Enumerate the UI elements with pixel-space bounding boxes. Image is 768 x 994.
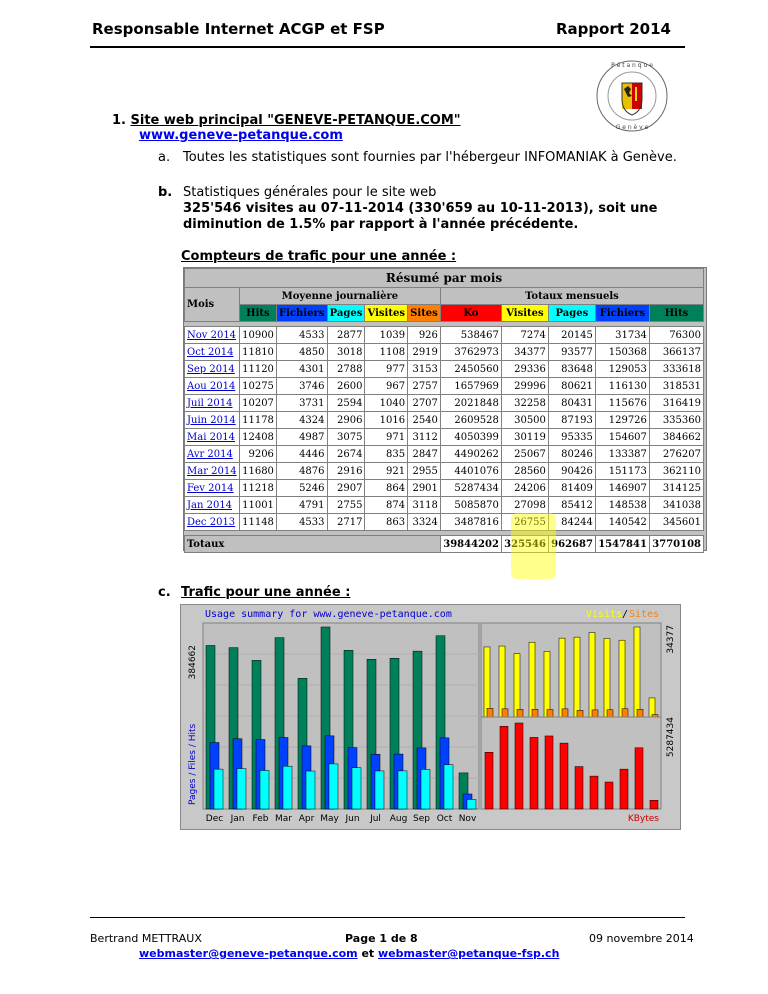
month-link[interactable]: Dec 2013	[185, 514, 240, 531]
table-cell: 3118	[408, 497, 441, 514]
table-cell: 154607	[595, 429, 649, 446]
table-cell: 140542	[595, 514, 649, 531]
bar-sites	[517, 709, 523, 717]
total-cell: 962687	[548, 536, 595, 553]
footer-rule	[90, 917, 685, 918]
table-cell: 11218	[239, 480, 276, 497]
bar-kbytes	[620, 769, 628, 809]
bar-visits	[574, 637, 580, 717]
table-cell: 85412	[548, 497, 595, 514]
bar-kbytes	[560, 743, 568, 809]
table-cell: 84244	[548, 514, 595, 531]
table-cell: 129726	[595, 412, 649, 429]
item-a-text: Toutes les statistiques sont fournies par l'hébergeur INFOMANIAK à Genève.	[183, 150, 677, 165]
table-cell: 4791	[276, 497, 327, 514]
geneve-petanque-logo	[595, 59, 669, 133]
left-ymax-label: 384662	[188, 645, 198, 680]
table-cell: 4301	[276, 361, 327, 378]
item-c-label: c.	[158, 585, 171, 600]
table-cell: 4533	[276, 327, 327, 344]
table-cell: 2901	[408, 480, 441, 497]
bar-pages	[444, 765, 453, 809]
x-tick-label: Jun	[345, 814, 360, 824]
table-cell: 11680	[239, 463, 276, 480]
table-row	[185, 344, 704, 361]
legend-slash: /	[622, 609, 629, 620]
month-link[interactable]: Aou 2014	[185, 378, 240, 395]
col-header-ko: Ko	[440, 305, 501, 322]
table-cell: 1040	[365, 395, 408, 412]
table-cell: 80246	[548, 446, 595, 463]
bar-sites	[637, 709, 643, 717]
table-cell: 3075	[327, 429, 365, 446]
bar-sites	[562, 709, 568, 717]
table-cell: 90426	[548, 463, 595, 480]
table-cell: 977	[365, 361, 408, 378]
table-cell: 2916	[327, 463, 365, 480]
svg-text:G e n è v e: G e n è v e	[615, 124, 649, 131]
bar-visits	[634, 627, 640, 717]
bar-pages	[398, 771, 407, 809]
table-cell: 95335	[548, 429, 595, 446]
table-cell: 11120	[239, 361, 276, 378]
table-cell: 538467	[440, 327, 501, 344]
x-tick-label: Mar	[275, 814, 292, 824]
bar-kbytes	[545, 736, 553, 809]
header-right-title: Rapport 2014	[556, 20, 671, 38]
month-link[interactable]: Juil 2014	[185, 395, 240, 412]
site-url-link[interactable]: www.geneve-petanque.com	[139, 128, 343, 143]
col-header-visites: Visites	[501, 305, 548, 322]
table-cell: 32258	[501, 395, 548, 412]
table-cell: 971	[365, 429, 408, 446]
bar-pages	[237, 769, 246, 809]
bar-kbytes	[635, 748, 643, 809]
table-cell: 28560	[501, 463, 548, 480]
footer-author: Bertrand METTRAUX	[90, 932, 202, 945]
month-link[interactable]: Nov 2014	[185, 327, 240, 344]
table-cell: 26755	[501, 514, 548, 531]
section-1-heading	[112, 113, 461, 129]
table-cell: 31734	[595, 327, 649, 344]
legend-visits: Visits	[586, 609, 623, 620]
bar-pages	[306, 771, 315, 809]
item-b-bold: 325'546 visites au 07-11-2014 (330'659 au 10-11-2013), soit une diminution de 1.5% par rapport à l'année précédente.	[183, 201, 658, 232]
x-tick-label: Feb	[252, 814, 269, 824]
table-cell: 10275	[239, 378, 276, 395]
table-cell: 11178	[239, 412, 276, 429]
col-header-sites: Sites	[408, 305, 441, 322]
table-cell: 3487816	[440, 514, 501, 531]
col-header-pages: Pages	[327, 305, 365, 322]
table-cell: 133387	[595, 446, 649, 463]
table-cell: 3018	[327, 344, 365, 361]
table-cell: 5085870	[440, 497, 501, 514]
month-link[interactable]: Mar 2014	[185, 463, 240, 480]
table-row	[185, 497, 704, 514]
bar-pages	[214, 769, 223, 809]
table-row	[185, 514, 704, 531]
table-cell: 314125	[649, 480, 703, 497]
table-cell: 863	[365, 514, 408, 531]
table-cell: 335360	[649, 412, 703, 429]
bar-pages	[467, 799, 476, 809]
bar-pages	[421, 769, 430, 809]
bar-pages	[283, 766, 292, 809]
usage-chart	[181, 605, 680, 829]
month-link[interactable]: Juin 2014	[185, 412, 240, 429]
table-cell: 29336	[501, 361, 548, 378]
table-cell: 115676	[595, 395, 649, 412]
table-cell: 10207	[239, 395, 276, 412]
table-cell: 4446	[276, 446, 327, 463]
table-cell: 2955	[408, 463, 441, 480]
month-link[interactable]: Sep 2014	[185, 361, 240, 378]
table-cell: 2674	[327, 446, 365, 463]
table-cell: 4987	[276, 429, 327, 446]
item-b-label: b.	[158, 185, 173, 200]
table-cell: 5246	[276, 480, 327, 497]
bar-visits	[619, 640, 625, 717]
bar-kbytes	[575, 767, 583, 809]
total-cell: 325546	[501, 536, 548, 553]
table-cell: 4324	[276, 412, 327, 429]
table-cell: 316419	[649, 395, 703, 412]
table-cell: 11810	[239, 344, 276, 361]
table-cell: 366137	[649, 344, 703, 361]
left-ylabel: Pages / Files / Hits	[188, 723, 198, 805]
bar-sites	[487, 708, 493, 717]
table-cell: 2757	[408, 378, 441, 395]
table-cell: 151173	[595, 463, 649, 480]
table-cell: 4876	[276, 463, 327, 480]
month-link[interactable]: Jan 2014	[185, 497, 240, 514]
bar-kbytes	[485, 752, 493, 809]
bar-sites	[607, 710, 613, 717]
table-cell: 10900	[239, 327, 276, 344]
footer-emails	[139, 947, 559, 960]
table-cell: 1039	[365, 327, 408, 344]
table-cell: 93577	[548, 344, 595, 361]
group-monthly-header: Totaux mensuels	[440, 288, 703, 305]
table-cell: 2847	[408, 446, 441, 463]
table-row	[185, 429, 704, 446]
section-number: 1.	[112, 113, 126, 128]
bar-kbytes	[605, 782, 613, 809]
legend-sites: Sites	[629, 609, 660, 620]
table-cell: 4401076	[440, 463, 501, 480]
bar-sites	[592, 710, 598, 717]
bar-visits	[529, 642, 535, 717]
table-cell: 835	[365, 446, 408, 463]
bar-kbytes	[590, 776, 598, 809]
table-cell: 27098	[501, 497, 548, 514]
table-row	[185, 378, 704, 395]
table-cell: 83648	[548, 361, 595, 378]
table-cell: 2919	[408, 344, 441, 361]
footer-and: et	[357, 947, 379, 960]
table-cell: 3153	[408, 361, 441, 378]
table-cell: 2594	[327, 395, 365, 412]
table-cell: 276207	[649, 446, 703, 463]
table-cell: 341038	[649, 497, 703, 514]
table-row	[185, 463, 704, 480]
table-cell: 921	[365, 463, 408, 480]
table-cell: 76300	[649, 327, 703, 344]
bar-visits	[559, 638, 565, 717]
footer-page: Page 1 de 8	[345, 932, 418, 945]
table-cell: 12408	[239, 429, 276, 446]
table-cell: 11148	[239, 514, 276, 531]
table-cell: 3746	[276, 378, 327, 395]
col-header-pages: Pages	[548, 305, 595, 322]
bottom-right-ymax-label: 5287434	[666, 717, 676, 758]
table-row	[185, 361, 704, 378]
monthly-summary-table-frame	[183, 267, 707, 551]
table-row	[185, 446, 704, 463]
x-tick-label: Sep	[413, 814, 430, 824]
table-cell: 2021848	[440, 395, 501, 412]
footer-email-1[interactable]: webmaster@geneve-petanque.com	[139, 947, 358, 960]
group-daily-header: Moyenne journalière	[239, 288, 440, 305]
month-link[interactable]: Mai 2014	[185, 429, 240, 446]
month-link[interactable]: Avr 2014	[185, 446, 240, 463]
section-title: Site web principal "GENEVE-PETANQUE.COM"	[130, 113, 461, 128]
table-cell: 2755	[327, 497, 365, 514]
col-header-fichiers: Fichiers	[276, 305, 327, 322]
item-b-text: Statistiques générales pour le site web	[183, 185, 437, 200]
traffic-heading: Trafic pour une année :	[181, 585, 351, 600]
table-cell: 2907	[327, 480, 365, 497]
table-cell: 9206	[239, 446, 276, 463]
table-cell: 3731	[276, 395, 327, 412]
table-cell: 87193	[548, 412, 595, 429]
monthly-summary-table	[184, 268, 704, 553]
bar-sites	[532, 709, 538, 717]
table-cell: 1016	[365, 412, 408, 429]
table-cell: 150368	[595, 344, 649, 361]
table-cell: 80431	[548, 395, 595, 412]
x-tick-label: Nov	[458, 814, 477, 824]
bar-pages	[352, 768, 361, 809]
table-cell: 2877	[327, 327, 365, 344]
table-cell: 116130	[595, 378, 649, 395]
bar-kbytes	[650, 800, 658, 809]
x-tick-label: Jan	[230, 814, 245, 824]
x-tick-label: Apr	[298, 814, 315, 824]
bar-visits	[649, 698, 655, 717]
table-cell: 30119	[501, 429, 548, 446]
x-tick-label: Jul	[370, 814, 381, 824]
table-cell: 318531	[649, 378, 703, 395]
table-cell: 2600	[327, 378, 365, 395]
table-cell: 146907	[595, 480, 649, 497]
table-cell: 4050399	[440, 429, 501, 446]
bar-visits	[499, 646, 505, 717]
col-header-hits: Hits	[649, 305, 703, 322]
table-cell: 345601	[649, 514, 703, 531]
x-tick-label: Oct	[436, 814, 453, 824]
table-cell: 4490262	[440, 446, 501, 463]
table-cell: 4850	[276, 344, 327, 361]
table-cell: 333618	[649, 361, 703, 378]
col-mois: Mois	[185, 288, 240, 322]
table-cell: 384662	[649, 429, 703, 446]
table-cell: 2609528	[440, 412, 501, 429]
svg-text:P é t a n q u e: P é t a n q u e	[611, 62, 653, 69]
footer-email-2[interactable]: webmaster@petanque-fsp.ch	[378, 947, 560, 960]
table-cell: 80621	[548, 378, 595, 395]
table-cell: 4533	[276, 514, 327, 531]
table-cell: 29996	[501, 378, 548, 395]
table-cell: 3112	[408, 429, 441, 446]
table-cell: 34377	[501, 344, 548, 361]
col-header-visites: Visites	[365, 305, 408, 322]
table-cell: 2717	[327, 514, 365, 531]
bar-visits	[544, 651, 550, 717]
bar-sites	[547, 710, 553, 717]
header-left-title: Responsable Internet ACGP et FSP	[92, 20, 385, 38]
table-cell: 30500	[501, 412, 548, 429]
table-cell: 2906	[327, 412, 365, 429]
table-row	[185, 412, 704, 429]
table-cell: 148538	[595, 497, 649, 514]
table-cell: 81409	[548, 480, 595, 497]
table-row	[185, 395, 704, 412]
header-rule	[90, 46, 685, 48]
top-right-ymax-label: 34377	[666, 625, 676, 654]
x-tick-label: Aug	[389, 814, 408, 824]
table-cell: 25067	[501, 446, 548, 463]
counters-heading: Compteurs de trafic pour une année :	[181, 249, 457, 264]
table-cell: 967	[365, 378, 408, 395]
bar-visits	[589, 633, 595, 717]
table-cell: 20145	[548, 327, 595, 344]
bar-sites	[577, 710, 583, 717]
totals-label: Totaux	[185, 536, 441, 553]
table-cell: 2788	[327, 361, 365, 378]
table-row	[185, 327, 704, 344]
table-cell: 11001	[239, 497, 276, 514]
table-cell: 1657969	[440, 378, 501, 395]
total-cell: 3770108	[649, 536, 703, 553]
bar-visits	[604, 638, 610, 717]
bar-sites	[502, 709, 508, 717]
table-cell: 2540	[408, 412, 441, 429]
table-cell: 7274	[501, 327, 548, 344]
bar-kbytes	[515, 723, 523, 809]
table-title: Résumé par mois	[185, 269, 704, 288]
table-cell: 2450560	[440, 361, 501, 378]
month-link[interactable]: Oct 2014	[185, 344, 240, 361]
table-cell: 3762973	[440, 344, 501, 361]
table-row	[185, 480, 704, 497]
table-cell: 362110	[649, 463, 703, 480]
bar-pages	[375, 771, 384, 809]
x-tick-label: May	[320, 814, 339, 824]
month-link[interactable]: Fev 2014	[185, 480, 240, 497]
table-cell: 3324	[408, 514, 441, 531]
bar-visits	[514, 654, 520, 717]
table-cell: 926	[408, 327, 441, 344]
table-cell: 24206	[501, 480, 548, 497]
footer-date: 09 novembre 2014	[589, 932, 694, 945]
bottom-right-xlabel: KBytes	[627, 814, 659, 824]
bar-kbytes	[530, 737, 538, 809]
bar-kbytes	[500, 726, 508, 809]
col-header-fichiers: Fichiers	[595, 305, 649, 322]
table-cell: 864	[365, 480, 408, 497]
usage-chart-frame	[180, 604, 681, 830]
chart-title: Usage summary for www.geneve-petanque.com	[205, 609, 452, 620]
table-cell: 5287434	[440, 480, 501, 497]
table-cell: 2707	[408, 395, 441, 412]
table-cell: 874	[365, 497, 408, 514]
item-a-label: a.	[158, 150, 171, 165]
bar-pages	[260, 770, 269, 809]
table-cell: 129053	[595, 361, 649, 378]
table-cell: 1108	[365, 344, 408, 361]
total-cell: 39844202	[440, 536, 501, 553]
x-tick-label: Dec	[205, 814, 224, 824]
total-cell: 1547841	[595, 536, 649, 553]
bar-sites	[622, 709, 628, 717]
bar-pages	[329, 764, 338, 809]
bar-visits	[484, 647, 490, 717]
col-header-hits: Hits	[239, 305, 276, 322]
